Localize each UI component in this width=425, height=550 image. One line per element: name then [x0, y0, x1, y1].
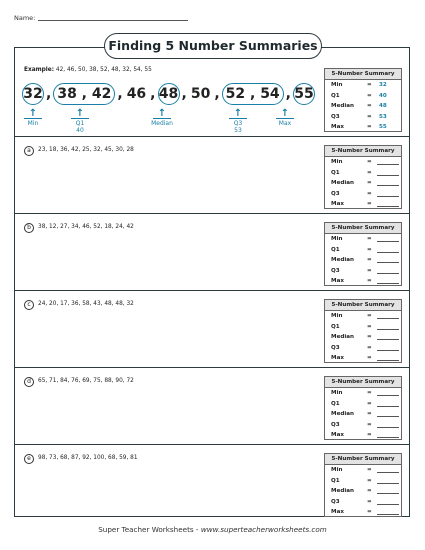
min-circle: 32	[22, 83, 44, 105]
example-summary-box	[324, 68, 402, 132]
summary-row	[325, 311, 401, 322]
summary-row	[325, 245, 401, 256]
equals-sign: =	[367, 355, 372, 362]
summary-row	[325, 388, 401, 399]
footer-brand: Super Teacher Worksheets	[98, 525, 194, 534]
footer-dash: -	[193, 525, 201, 534]
problem-letter-badge: d	[24, 377, 34, 387]
equals-sign: =	[367, 323, 372, 330]
comma: ,	[150, 86, 156, 102]
summary-row	[325, 255, 401, 266]
answer-blank[interactable]	[377, 483, 399, 484]
q3-value: 53	[234, 127, 242, 134]
summary-row	[325, 399, 401, 410]
summary-key: Max	[331, 355, 344, 362]
summary-key: Median	[331, 257, 355, 264]
equals-sign: =	[367, 498, 372, 505]
summary-row	[325, 189, 401, 200]
problem-letter-badge: e	[24, 454, 34, 464]
equals-sign: =	[367, 313, 372, 319]
answer-blank[interactable]	[377, 427, 399, 428]
problem-data: 98, 73, 68, 87, 92, 100, 68, 59, 81	[38, 455, 138, 461]
summary-key: Q3	[331, 267, 340, 274]
summary-header: 5-Number Summary	[325, 223, 401, 234]
example-statement	[24, 67, 152, 73]
q1-oval: 38 , 42	[53, 83, 115, 105]
max-label: Max	[278, 120, 292, 127]
section-divider	[14, 213, 410, 214]
summary-row	[325, 157, 401, 168]
summary-key: Max	[331, 432, 344, 439]
answer-blank[interactable]	[377, 241, 399, 242]
answer-blank[interactable]	[377, 360, 399, 361]
summary-header: 5-Number Summary	[325, 69, 401, 80]
median-label: Median	[151, 120, 173, 127]
summary-row	[325, 168, 401, 179]
answer-blank[interactable]	[377, 175, 399, 176]
equals-sign: =	[367, 488, 372, 495]
summary-row-median: Median = 48	[331, 103, 387, 110]
summary-key: Min	[331, 236, 343, 242]
name-blank-line[interactable]	[38, 20, 188, 21]
q3-arrow	[227, 109, 249, 134]
answer-blank[interactable]	[377, 283, 399, 284]
max-arrow	[274, 109, 296, 127]
section-divider	[14, 136, 410, 137]
equals-sign: =	[367, 400, 372, 407]
equals-sign: =	[367, 267, 372, 274]
section-divider	[14, 367, 410, 368]
summary-key: Min	[331, 390, 343, 396]
comma: ,	[117, 86, 123, 102]
summary-box-c	[324, 299, 402, 363]
up-arrow-icon: ↑	[75, 108, 85, 119]
comma: ,	[285, 86, 291, 102]
summary-key: Q3	[331, 498, 340, 505]
summary-key: Q1	[331, 169, 340, 176]
section-divider	[14, 290, 410, 291]
problem-b	[24, 223, 134, 233]
equals-sign: =	[367, 390, 372, 396]
problem-a	[24, 146, 134, 156]
problem-data: 38, 12, 27, 34, 46, 52, 18, 24, 42	[38, 224, 134, 230]
summary-row-min: Min = 32	[331, 82, 387, 88]
summary-key: Min	[331, 159, 343, 165]
answer-blank[interactable]	[377, 206, 399, 207]
summary-row	[325, 234, 401, 245]
summary-row	[325, 430, 401, 441]
q3-label: Q3	[233, 120, 243, 127]
summary-key: Q1	[331, 323, 340, 330]
summary-row-q3: Q3 = 53	[331, 113, 387, 120]
summary-key: Min	[331, 313, 343, 319]
answer-blank[interactable]	[377, 350, 399, 351]
summary-key: Max	[331, 509, 344, 516]
answer-blank[interactable]	[377, 437, 399, 438]
problem-e	[24, 454, 138, 464]
summary-row	[325, 486, 401, 497]
equals-sign: =	[367, 432, 372, 439]
equals-sign: =	[367, 169, 372, 176]
summary-row	[325, 507, 401, 518]
min-arrow	[22, 109, 44, 127]
answer-blank[interactable]	[377, 416, 399, 417]
q1-arrow	[69, 109, 91, 134]
summary-row-q1: Q1 = 40	[331, 92, 387, 99]
summary-header: 5-Number Summary	[325, 377, 401, 388]
answer-blank[interactable]	[377, 196, 399, 197]
summary-box-a	[324, 145, 402, 209]
summary-key: Median	[331, 180, 355, 187]
summary-header: 5-Number Summary	[325, 454, 401, 465]
q1-value: 40	[76, 127, 84, 134]
equals-sign: =	[367, 257, 372, 264]
equals-sign: =	[367, 246, 372, 253]
min-label: Min	[27, 120, 39, 127]
answer-blank[interactable]	[377, 406, 399, 407]
max-circle: 55	[293, 83, 315, 105]
summary-key: Q1	[331, 246, 340, 253]
problem-letter-badge: b	[24, 223, 34, 233]
section-divider	[14, 444, 410, 445]
problem-letter-badge: a	[24, 146, 34, 156]
answer-blank[interactable]	[377, 318, 399, 319]
median-circle: 48	[158, 83, 180, 105]
answer-blank[interactable]	[377, 504, 399, 505]
summary-row	[325, 465, 401, 476]
summary-key: Median	[331, 334, 355, 341]
equals-sign: =	[367, 467, 372, 473]
summary-key: Max	[331, 201, 344, 208]
summary-row	[325, 199, 401, 210]
up-arrow-icon: ↑	[28, 108, 38, 119]
answer-blank[interactable]	[377, 185, 399, 186]
equals-sign: =	[367, 159, 372, 165]
equals-sign: =	[367, 236, 372, 242]
summary-key: Q1	[331, 400, 340, 407]
summary-box-b	[324, 222, 402, 286]
example-sorted-sequence	[22, 82, 315, 106]
equals-sign: =	[367, 201, 372, 208]
summary-key: Q3	[331, 190, 340, 197]
summary-row	[325, 343, 401, 354]
answer-blank[interactable]	[377, 329, 399, 330]
answer-blank[interactable]	[377, 514, 399, 515]
summary-row	[325, 178, 401, 189]
answer-blank[interactable]	[377, 164, 399, 165]
summary-row	[325, 420, 401, 431]
answer-blank[interactable]	[377, 252, 399, 253]
summary-key: Q3	[331, 344, 340, 351]
comma: ,	[46, 86, 52, 102]
answer-blank[interactable]	[377, 493, 399, 494]
up-arrow-icon: ↑	[233, 108, 243, 119]
summary-row	[325, 332, 401, 343]
equals-sign: =	[367, 278, 372, 285]
summary-row	[325, 409, 401, 420]
summary-row	[325, 322, 401, 333]
equals-sign: =	[367, 411, 372, 418]
summary-box-e	[324, 453, 402, 517]
summary-row	[325, 266, 401, 277]
footer	[0, 525, 425, 534]
problem-letter-badge: c	[24, 300, 34, 310]
equals-sign: =	[367, 344, 372, 351]
summary-row	[325, 276, 401, 287]
comma: ,	[214, 86, 220, 102]
summary-box-d	[324, 376, 402, 440]
footer-url[interactable]: www.superteacherworksheets.com	[200, 525, 327, 534]
equals-sign: =	[367, 509, 372, 516]
answer-blank[interactable]	[377, 395, 399, 396]
example-label: Example:	[24, 67, 55, 73]
comma: ,	[181, 86, 187, 102]
equals-sign: =	[367, 477, 372, 484]
problem-data: 24, 20, 17, 36, 58, 43, 48, 48, 32	[38, 301, 134, 307]
q1-label: Q1	[75, 120, 85, 127]
median-arrow	[145, 109, 179, 127]
summary-key: Max	[331, 278, 344, 285]
page-title: Finding 5 Number Summaries	[104, 33, 322, 59]
equals-sign: =	[367, 334, 372, 341]
name-field[interactable]	[14, 14, 188, 22]
summary-key: Q3	[331, 421, 340, 428]
example-data: 42, 46, 50, 38, 52, 48, 32, 54, 55	[55, 67, 152, 73]
summary-row	[325, 497, 401, 508]
value-50: 50	[190, 86, 211, 102]
summary-row	[325, 353, 401, 364]
summary-key: Q1	[331, 477, 340, 484]
up-arrow-icon: ↑	[280, 108, 290, 119]
summary-header: 5-Number Summary	[325, 146, 401, 157]
answer-blank[interactable]	[377, 273, 399, 274]
value-46: 46	[126, 86, 147, 102]
answer-blank[interactable]	[377, 262, 399, 263]
q3-oval: 52 , 54	[222, 83, 284, 105]
summary-key: Min	[331, 467, 343, 473]
up-arrow-icon: ↑	[157, 108, 167, 119]
equals-sign: =	[367, 180, 372, 187]
name-label: Name:	[14, 14, 36, 22]
summary-header: 5-Number Summary	[325, 300, 401, 311]
answer-blank[interactable]	[377, 472, 399, 473]
problem-c	[24, 300, 134, 310]
equals-sign: =	[367, 421, 372, 428]
problem-data: 23, 18, 36, 42, 25, 32, 45, 30, 28	[38, 147, 134, 153]
summary-row	[325, 476, 401, 487]
equals-sign: =	[367, 190, 372, 197]
answer-blank[interactable]	[377, 339, 399, 340]
problem-data: 65, 71, 84, 76, 69, 75, 88, 90, 72	[38, 378, 134, 384]
problem-d	[24, 377, 134, 387]
summary-key: Median	[331, 411, 355, 418]
summary-key: Median	[331, 488, 355, 495]
summary-row-max: Max = 55	[331, 124, 387, 131]
